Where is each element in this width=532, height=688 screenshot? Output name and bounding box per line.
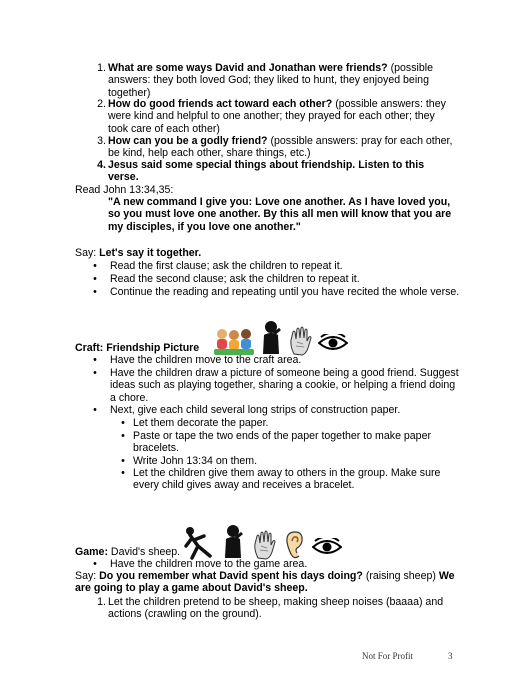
question-number: 1. <box>97 62 106 74</box>
bullet-icon: • <box>121 429 125 442</box>
list-item-text: Write John 13:34 on them. <box>133 454 258 467</box>
list-item-text: every child gives away and receives a bracelet. <box>133 479 355 492</box>
game-icon-row <box>184 518 342 560</box>
say-text: Let's say it together. <box>99 247 202 259</box>
bullet-icon: • <box>93 260 97 272</box>
list-item-text: Read the second clause; ask the children to repeat it. <box>110 273 360 285</box>
list-item-text: Continue the reading and repeating until you have recited the whole verse. <box>110 286 460 298</box>
step-text: Let the children pretend to be sheep, making sheep noises (baaaa) and <box>108 596 444 608</box>
say-text: are going to play a game about David's sheep. <box>75 582 308 595</box>
list-item <box>90 286 510 299</box>
bullet-icon: • <box>93 404 97 416</box>
list-item <box>118 417 518 430</box>
list-item-text: bracelets. <box>133 441 179 454</box>
hand-icon <box>288 326 312 356</box>
answer-text: (possible answers: pray for each other, <box>267 135 453 147</box>
eye-icon <box>318 334 348 352</box>
verse-quote <box>108 196 518 233</box>
list-item-text: Next, give each child several long strips of construction paper. <box>110 404 401 416</box>
bullet-icon: • <box>121 417 125 429</box>
list-item <box>90 273 510 286</box>
question-text: How do good friends act toward each other? <box>108 98 333 110</box>
ear-icon <box>284 530 304 560</box>
footer-text: Not For Profit <box>362 651 414 661</box>
list-item-text: Paste or tape the two ends of the paper together to make paper <box>133 429 431 442</box>
scripture-reference: Read John 13:34,35: <box>75 184 174 196</box>
step-text: actions (crawling on the ground). <box>108 608 262 621</box>
bullet-icon: • <box>93 367 97 379</box>
question-number: 4. <box>97 159 106 171</box>
children-group-icon <box>214 326 254 356</box>
say-question: Do you remember what David spent his days doing? <box>99 570 363 582</box>
question-number: 3. <box>97 135 106 147</box>
game-say-instruction <box>75 570 520 595</box>
question-text: What are some ways David and Jonathan were friends? <box>108 62 388 74</box>
praying-child-icon <box>222 524 244 560</box>
list-item-text: Have the children move to the game area. <box>110 558 308 570</box>
hand-icon <box>252 530 276 560</box>
question-text: verse. <box>108 171 139 184</box>
verse-line: my disciples, if you love one another." <box>108 220 301 233</box>
verse-line: "A new command I give you: Love one another. As I have loved you, <box>108 196 451 208</box>
list-item <box>90 404 520 417</box>
game-label: Game: <box>75 546 111 558</box>
bullet-icon: • <box>121 467 125 479</box>
answer-text: took care of each other) <box>108 122 220 135</box>
list-item <box>90 354 520 367</box>
game-title: David's sheep. <box>110 546 181 558</box>
list-item <box>90 367 520 404</box>
eye-icon <box>312 538 342 556</box>
praying-child-icon <box>260 320 282 356</box>
say-answer: (raising sheep) <box>362 570 439 582</box>
list-item-text: Have the children draw a picture of someone being a good friend. Suggest <box>110 367 459 379</box>
page-number: 3 <box>448 651 453 661</box>
answer-text: be kind, help each other, share things, etc.) <box>108 147 311 160</box>
list-item <box>118 455 518 468</box>
say-label: Say: <box>75 247 100 259</box>
verse-line: so you must love one another. By this all men will know that you are <box>108 208 452 221</box>
list-item-text: Have the children move to the craft area. <box>110 354 302 366</box>
list-item-text: Let them decorate the paper. <box>133 417 269 429</box>
list-item-text: a chore. <box>110 391 149 404</box>
list-item <box>90 260 510 273</box>
bullet-icon: • <box>93 558 97 570</box>
step-number: 1. <box>97 596 106 608</box>
say-text: We <box>438 570 455 582</box>
list-item-text: ideas such as playing together, sharing a cookie, or helping a friend doing <box>110 379 456 392</box>
answer-text: (possible <box>387 62 433 74</box>
question-text: How can you be a godly friend? <box>108 135 268 147</box>
list-item-text: Read the first clause; ask the children to repeat it. <box>110 260 343 272</box>
list-item-text: Let the children give them away to others in the group. Make sure <box>133 467 441 479</box>
craft-sub-bullet-list <box>118 417 518 492</box>
answer-text: were kind and helpful to one another; they prayed for each other; they <box>108 110 435 123</box>
say-label: Say: <box>75 570 100 582</box>
craft-icon-row <box>214 316 348 356</box>
bullet-icon: • <box>121 454 125 467</box>
answer-text: (possible answers: they <box>332 98 446 110</box>
bullet-icon: • <box>93 286 97 298</box>
say-bullet-list <box>90 260 510 299</box>
question-text: Jesus said some special things about friendship. Listen to this <box>108 159 425 171</box>
question-number: 2. <box>97 98 106 110</box>
stretching-figure-icon <box>184 526 214 560</box>
bullet-icon: • <box>93 354 97 366</box>
craft-bullet-list <box>90 354 520 417</box>
craft-heading: Craft: Friendship Picture <box>75 342 200 354</box>
answer-text: answers: they both loved God; they liked to hunt, they enjoyed being <box>108 74 429 87</box>
bullet-icon: • <box>93 273 97 285</box>
list-item <box>118 430 518 455</box>
answer-text: together) <box>108 86 151 99</box>
say-instruction <box>75 247 201 259</box>
list-item <box>118 467 518 492</box>
game-heading <box>75 546 180 558</box>
